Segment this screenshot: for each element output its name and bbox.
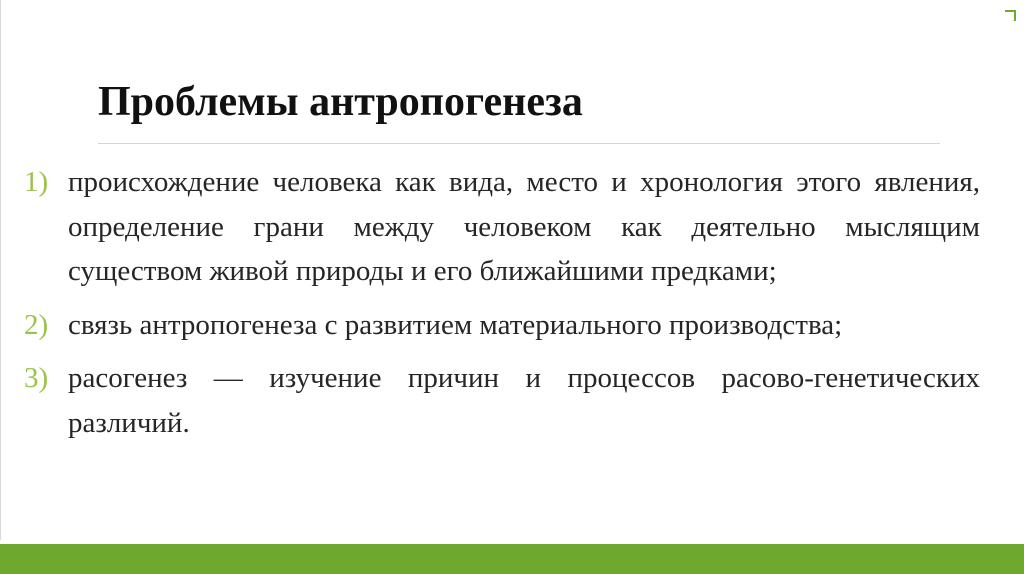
title-divider xyxy=(98,143,940,144)
problems-list xyxy=(0,160,1024,445)
list-item xyxy=(0,356,1024,445)
list-item-text: связь антропогенеза с развитием материального производства; xyxy=(68,308,843,341)
bottom-accent-bar xyxy=(0,544,1024,574)
slide-title: Проблемы антропогенеза xyxy=(98,79,583,125)
list-item-number: 3) xyxy=(24,362,49,394)
list-item-text: происхождение человека как вида, место и хронология этого явления, определение грани между человеком как деятельно мыслящим существом живой природы и его ближайшими предками; xyxy=(68,166,980,287)
list-item-number: 2) xyxy=(24,308,49,341)
list-item-number: 1) xyxy=(24,166,49,198)
list-item xyxy=(0,303,1024,348)
list-item-text: расогенез — изучение причин и процессов расово-генетических различий. xyxy=(68,362,980,439)
list-item xyxy=(0,160,1024,294)
corner-angle-icon xyxy=(1004,10,1016,22)
